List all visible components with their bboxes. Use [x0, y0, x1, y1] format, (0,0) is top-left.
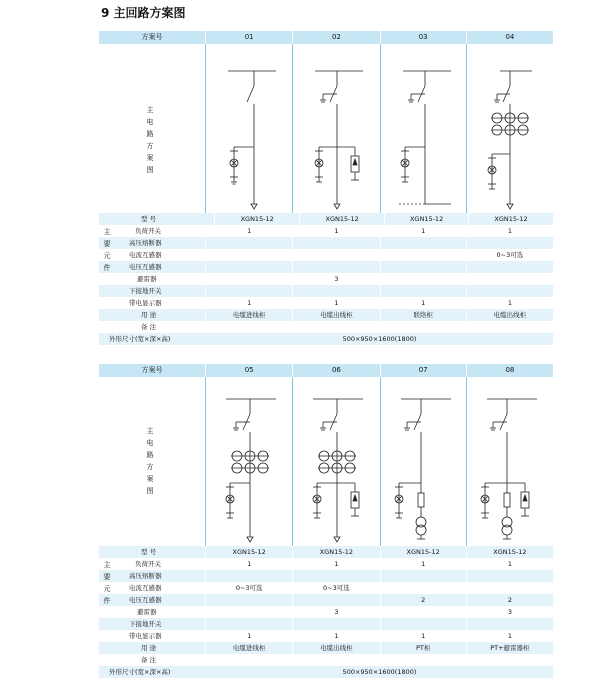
table-row: 电压互感器 — [99, 261, 553, 273]
table-row: 外形尺寸(宽×深×高) 500×950×1600(1800) — [99, 666, 553, 678]
circuit-diagram-02 — [292, 44, 379, 213]
scheme-number: 02 — [292, 31, 379, 44]
header-label: 方案号 — [141, 366, 163, 374]
table-row: 备 注 — [99, 654, 553, 666]
section-title: 9 主回路方案图 — [101, 6, 186, 20]
dimensions-value: 500×950×1600(1800) — [342, 335, 417, 343]
table-row: 带电显示器 1 1 1 1 — [99, 630, 553, 642]
circuit-diagram-07 — [380, 377, 466, 546]
header-label: 方案号 — [141, 33, 163, 41]
components-table — [99, 213, 553, 345]
scheme-number: 07 — [380, 364, 466, 377]
circuit-diagram-01 — [205, 44, 292, 213]
circuit-diagram-row — [99, 377, 553, 546]
table-row: 避雷器 3 — [99, 273, 553, 285]
table-row: 备 注 — [99, 321, 553, 333]
scheme-number: 05 — [205, 364, 292, 377]
table-row: 高压熔断器 — [99, 237, 553, 249]
circuit-diagram-04 — [466, 44, 553, 213]
table-header — [99, 31, 553, 44]
scheme-number: 01 — [205, 31, 292, 44]
components-table — [99, 546, 553, 678]
table-header — [99, 364, 553, 377]
table-row: 电压互感器 2 2 — [99, 594, 553, 606]
circuit-diagram-08 — [466, 377, 553, 546]
dimensions-value: 500×950×1600(1800) — [342, 668, 417, 676]
table-row: 带电显示器 1 1 1 1 — [99, 297, 553, 309]
table-row: 用 途 电缆进线柜 电缆出线柜 PT柜 PT+避雷器柜 — [99, 642, 553, 654]
group-label: 主 要 元 件 — [103, 561, 111, 605]
table-row: 型 号 XGN15-12 XGN15-12 XGN15-12 XGN15-12 — [99, 546, 553, 558]
circuit-diagram-row — [99, 44, 553, 213]
scheme-table-2 — [99, 364, 553, 678]
scheme-number: 06 — [292, 364, 379, 377]
table-row: 下接地开关 — [99, 285, 553, 297]
table-row: 电流互感器 0~3可选 — [99, 249, 553, 261]
scheme-number: 03 — [380, 31, 466, 44]
table-row: 电流互感器 0~3可选 0~3可选 — [99, 582, 553, 594]
scheme-number: 04 — [466, 31, 553, 44]
scheme-table-1 — [99, 31, 553, 345]
group-label: 主 要 元 件 — [103, 228, 111, 272]
table-row: 型 号 XGN15-12 XGN15-12 XGN15-12 XGN15-12 — [99, 213, 553, 225]
table-row: 高压熔断器 — [99, 570, 553, 582]
circuit-diagram-03 — [380, 44, 466, 213]
circuit-diagram-06 — [292, 377, 379, 546]
circuit-diagram-05 — [205, 377, 292, 546]
scheme-number: 08 — [466, 364, 553, 377]
table-row: 外形尺寸(宽×深×高) 500×950×1600(1800) — [99, 333, 553, 345]
diagram-label: 主 电 路 方 案 图 — [146, 106, 154, 174]
table-row: 避雷器 3 3 — [99, 606, 553, 618]
table-row: 负荷开关 1 1 1 1 — [99, 558, 553, 570]
table-row: 负荷开关 1 1 1 1 — [99, 225, 553, 237]
table-row: 用 途 电缆进线柜 电缆出线柜 联络柜 电缆出线柜 — [99, 309, 553, 321]
diagram-label: 主 电 路 方 案 图 — [146, 427, 154, 495]
table-row: 下接地开关 — [99, 618, 553, 630]
